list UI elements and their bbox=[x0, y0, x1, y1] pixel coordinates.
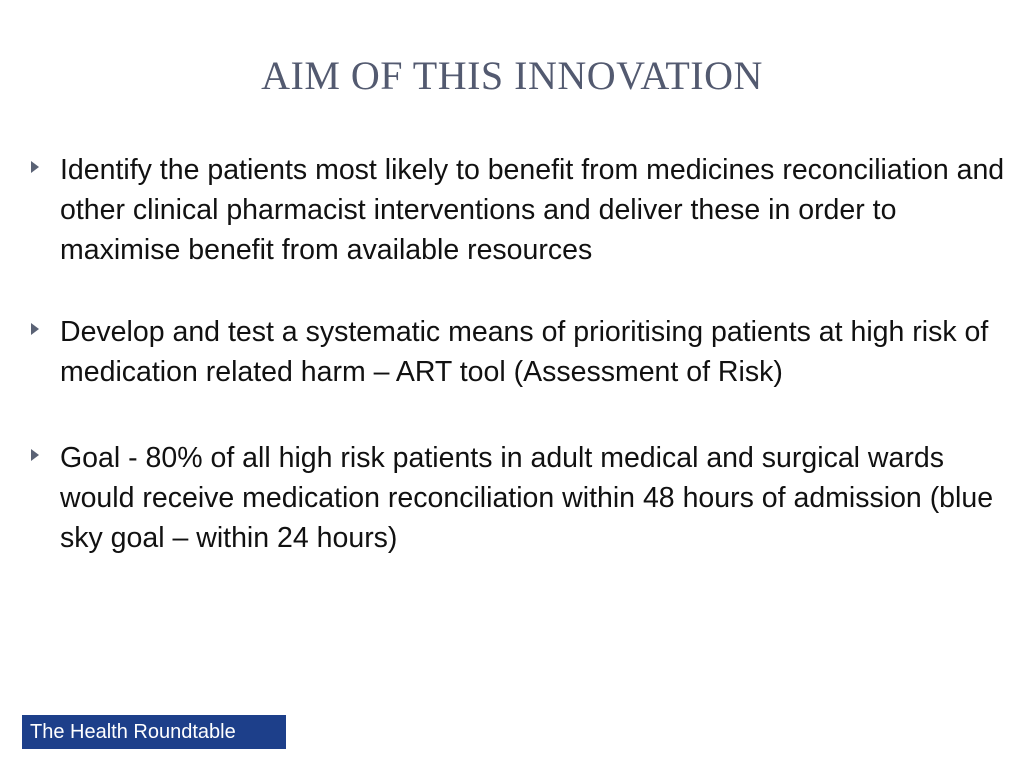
bullet-text: Identify the patients most likely to benefit from medicines reconciliation and other clinical pharmacist interventions and deliver these in order to maximise benefit from available resources bbox=[60, 154, 1005, 266]
slide-title: AIM OF THIS INNOVATION bbox=[261, 53, 763, 98]
bullet-text: Goal - 80% of all high risk patients in adult medical and surgical wards would receive medication reconciliation within 48 hours of admission (blue sky goal – within 24 hours) bbox=[60, 442, 994, 554]
triangle-bullet-icon bbox=[30, 150, 60, 174]
bullet-list bbox=[30, 150, 1005, 600]
bullet-item bbox=[30, 150, 1005, 270]
triangle-bullet-icon bbox=[30, 312, 60, 336]
bullet-text: Develop and test a systematic means of prioritising patients at high risk of medication related harm – ART tool (Assessment of Risk) bbox=[60, 316, 989, 388]
health-roundtable-logo: The Health Roundtable bbox=[22, 715, 286, 749]
bullet-item bbox=[30, 312, 1005, 392]
bullet-item bbox=[30, 438, 1005, 558]
triangle-bullet-icon bbox=[30, 438, 60, 462]
